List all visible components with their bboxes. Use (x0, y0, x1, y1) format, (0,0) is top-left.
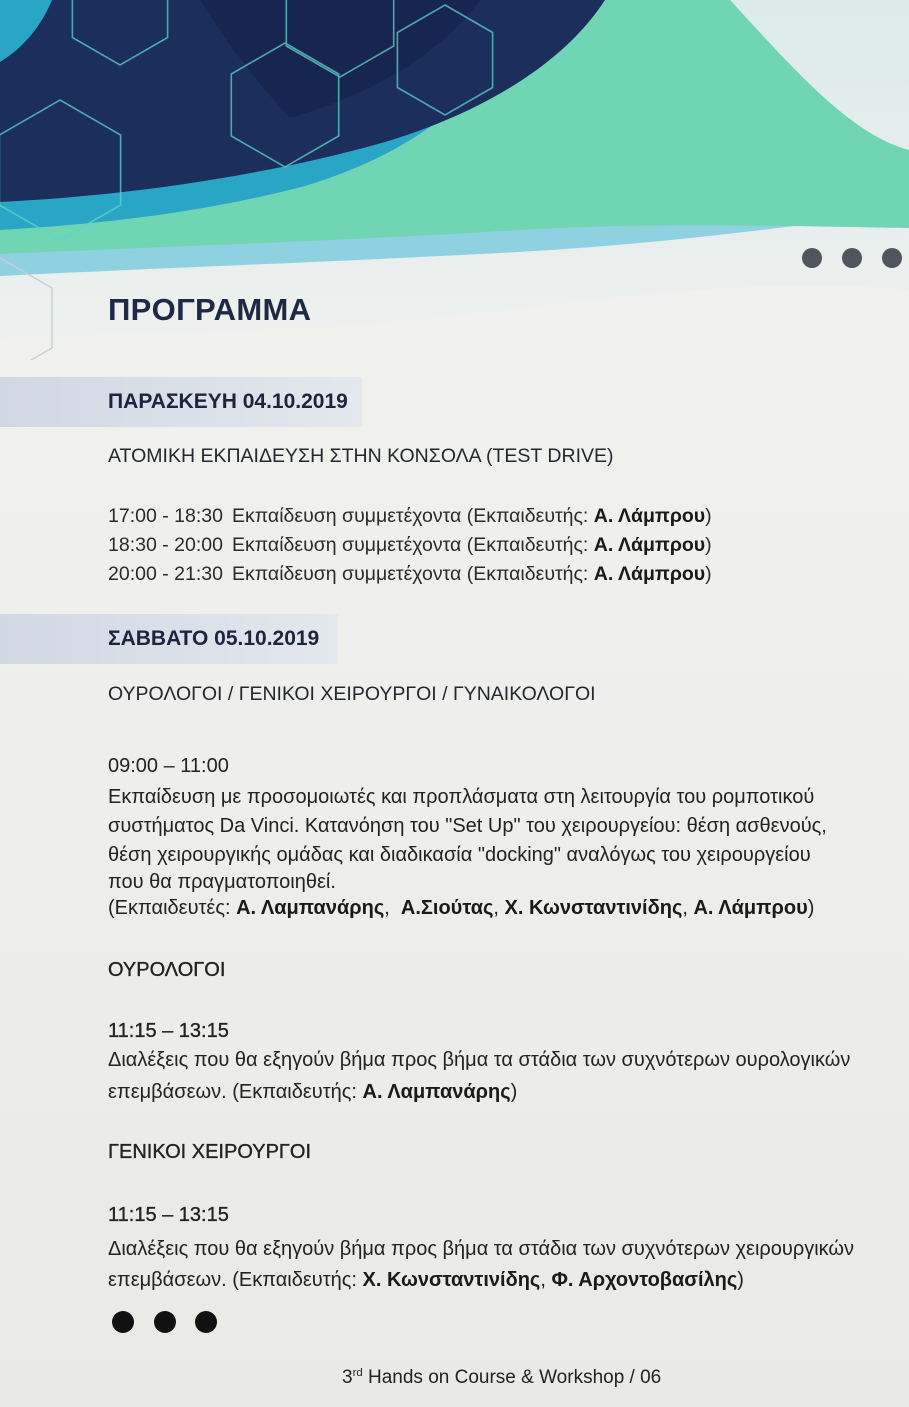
instructors-label: επεμβάσεων. (Εκπαιδευτής: (108, 1269, 363, 1291)
instructor-name: Α. Λαμπανάρης (362, 1081, 511, 1103)
closing-paren: ) (510, 1081, 518, 1103)
day-date-label: ΣΑΒΒΑΤΟ 05.10.2019 (108, 627, 320, 650)
description-line: συστήματος Da Vinci. Κατανόηση του "Set Up" του χειρουργείου: θέση ασθενούς, (108, 815, 827, 837)
instructor-name: Φ. Αρχοντοβασίλης (551, 1269, 738, 1291)
section-heading: ΑΤΟΜΙΚΗ ΕΚΠΑΙΔΕΥΣΗ ΣΤΗΝ ΚΟΝΣΟΛΑ (TEST DRIVE) (108, 445, 614, 467)
session-time: 11:15 – 13:15 (108, 1204, 229, 1226)
description-line: Εκπαίδευση με προσομοιωτές και προπλάσματα στη λειτουργία του ρομποτικού (108, 786, 815, 808)
instructors-line (108, 1268, 744, 1292)
instructors-line (108, 896, 814, 920)
day-date-label: ΠΑΡΑΣΚΕΥΗ 04.10.2019 (108, 390, 348, 413)
page-footer (342, 1366, 661, 1390)
session-description: Εκπαίδευση συμμετέχοντα (Εκπαιδευτής: (232, 563, 594, 585)
day-header-saturday (0, 614, 338, 664)
closing-paren: ) (705, 534, 712, 556)
instructors-line (108, 1080, 517, 1104)
section-heading: ΟΥΡΟΛΟΓΟΙ / ΓΕΝΙΚΟΙ ΧΕΙΡΟΥΡΓΟΙ / ΓΥΝΑΙΚΟΛΟΓΟΙ (108, 683, 596, 705)
instructor-name: Α.Σιούτας (400, 897, 494, 919)
session-time: 09:00 – 11:00 (108, 755, 229, 777)
closing-paren: ) (807, 897, 815, 919)
description-line: θέση χειρουργικής ομάδας και διαδικασία "docking" αναλόγως του χειρουργείου (108, 844, 811, 866)
separator: , (540, 1269, 552, 1291)
session-row (108, 562, 712, 586)
separator: , (384, 897, 401, 919)
instructors-label: επεμβάσεων. (Εκπαιδευτής: (108, 1081, 363, 1103)
footer-edition: 3 (342, 1367, 353, 1388)
decor-dot (195, 1311, 217, 1333)
session-description: Εκπαίδευση συμμετέχοντα (Εκπαιδευτής: (232, 505, 594, 527)
decor-dot (802, 248, 822, 268)
description-line: που θα πραγματοποιηθεί. (108, 871, 336, 893)
instructor-name: Α. Λάμπρου (593, 563, 706, 585)
instructor-name: Χ. Κωνσταντινίδης (504, 897, 683, 919)
instructor-name: Α. Λαμπανάρης (236, 897, 385, 919)
footer-text: Hands on Course & Workshop / 06 (362, 1367, 662, 1388)
instructor-name: Χ. Κωνσταντινίδης (362, 1269, 541, 1291)
instructor-name: Α. Λάμπρου (593, 534, 706, 556)
separator: , (493, 897, 505, 919)
instructor-name: Α. Λάμπρου (593, 505, 706, 527)
decor-dot (154, 1311, 176, 1333)
day-header-friday (0, 377, 362, 427)
description-line: Διαλέξεις που θα εξηγούν βήμα προς βήμα τα στάδια των συχνότερων ουρολογικών (108, 1049, 851, 1071)
session-time: 11:15 – 13:15 (108, 1020, 229, 1042)
description-line: Διαλέξεις που θα εξηγούν βήμα προς βήμα τα στάδια των συχνότερων χειρουργικών (108, 1238, 855, 1260)
session-time: 18:30 - 20:00 (108, 534, 223, 556)
decor-dot (112, 1311, 134, 1333)
footer-ordinal-suffix: rd (352, 1367, 363, 1380)
session-description: Εκπαίδευση συμμετέχοντα (Εκπαιδευτής: (232, 534, 594, 556)
separator: , (682, 897, 694, 919)
session-time: 20:00 - 21:30 (108, 563, 223, 585)
closing-paren: ) (737, 1269, 744, 1291)
session-row (108, 504, 712, 528)
decor-dot (882, 248, 902, 268)
page-title: ΠΡΟΓΡΑΜΜΑ (108, 292, 312, 327)
instructors-label: (Εκπαιδευτές: (108, 897, 237, 919)
instructor-name: Α. Λάμπρου (693, 897, 808, 919)
group-heading-general-surgeons: ΓΕΝΙΚΟΙ ΧΕΙΡΟΥΡΓΟΙ (108, 1141, 312, 1163)
group-heading-urologists: ΟΥΡΟΛΟΓΟΙ (108, 959, 226, 981)
session-row (108, 533, 712, 557)
decor-dot (842, 248, 862, 268)
closing-paren: ) (705, 505, 712, 527)
session-time: 17:00 - 18:30 (108, 505, 223, 527)
closing-paren: ) (705, 563, 712, 585)
